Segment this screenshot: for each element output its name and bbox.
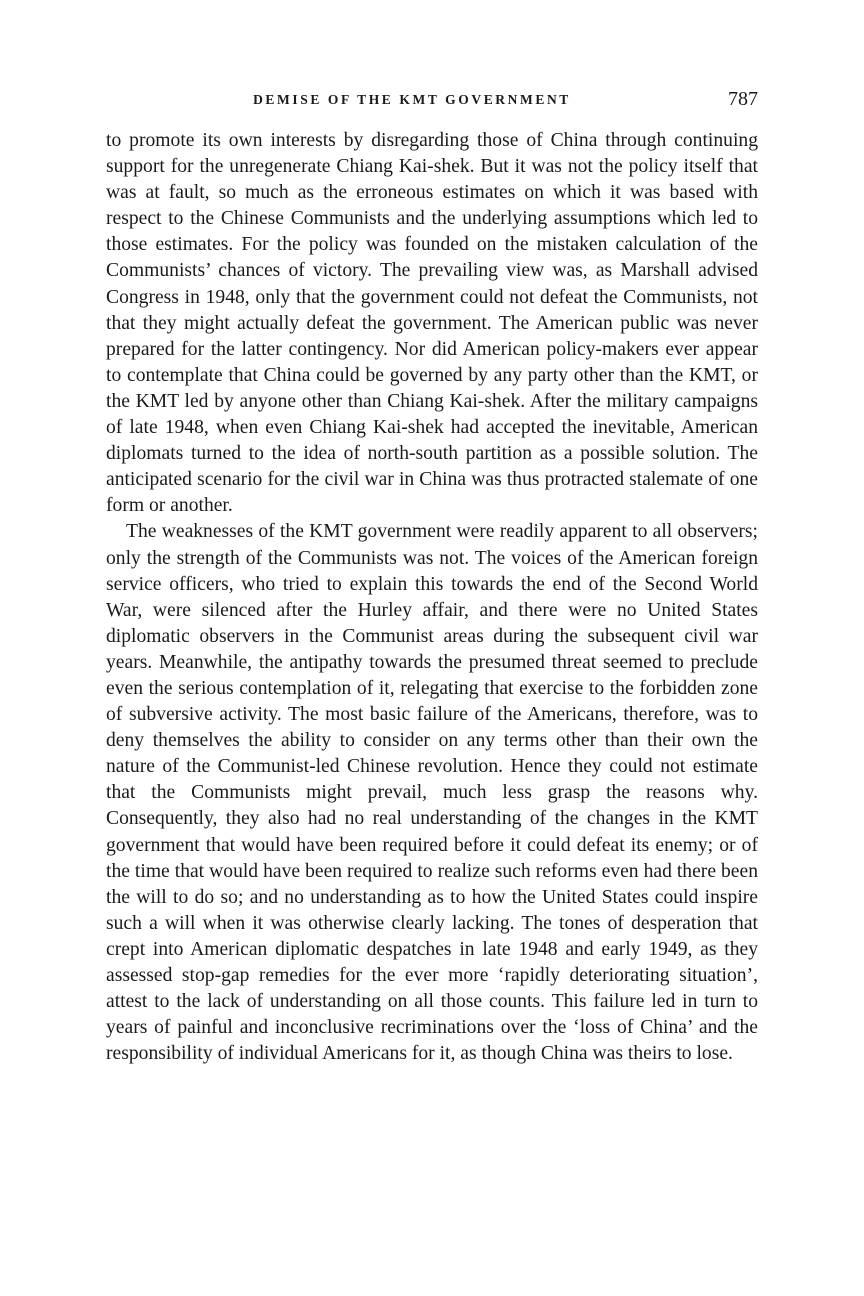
book-page: [106, 88, 758, 1067]
running-title: DEMISE OF THE KMT GOVERNMENT: [253, 92, 571, 107]
paragraph-continued: to promote its own interests by disregarding those of China through continuing support for the unregenerate Chiang Kai-shek. But it was not the policy itself that was at fault, so much as the erroneous estimates on which it was based with respect to the Chinese Communists and the underlying assumptions which led to those estimates. For the policy was founded on the mistaken calculation of the Communists’ chances of victory. The prevailing view was, as Marshall advised Congress in 1948, only that the government could not defeat the Communists, not that they might actually defeat the government. The American public was never prepared for the latter contingency. Nor did American policy-makers ever appear to contemplate that China could be governed by any party other than the KMT, or the KMT led by anyone other than Chiang Kai-shek. After the military campaigns of late 1948, when even Chiang Kai-shek had accepted the inevitable, American diplomats turned to the idea of north-south partition as a possible solution. The anticipated scenario for the civil war in China was thus protracted stalemate of one form or another.: [106, 130, 758, 517]
page-number: 787: [728, 88, 758, 110]
body-text: [106, 128, 758, 1067]
paragraph: The weaknesses of the KMT government were readily apparent to all observers; only the strength of the Communists was not. The voices of the American foreign service officers, who tried to explain this towards the end of the Second World War, were silenced after the Hurley affair, and there were no United States diplomatic observers in the Communist areas during the subsequent civil war years. Meanwhile, the antipathy towards the presumed threat seemed to preclude even the serious contemplation of it, relegating that exercise to the forbidden zone of subversive activity. The most basic failure of the Americans, therefore, was to deny themselves the ability to consider on any terms other than their own the nature of the Communist-led Chinese revolution. Hence they could not estimate that the Communists might prevail, much less grasp the reasons why. Consequently, they also had no real understanding of the changes in the KMT government that would have been required before it could defeat its enemy; or of the time that would have been required to realize such reforms even had there been the will to do so; and no understanding as to how the United States could inspire such a will when it was otherwise clearly lacking. The tones of desperation that crept into American diplomatic despatches in late 1948 and early 1949, as they assessed stop-gap remedies for the ever more ‘rapidly deteriorating situation’, attest to the lack of understanding on all those counts. This failure led in turn to years of painful and inconclusive recriminations over the ‘loss of China’ and the responsibility of individual Americans for it, as though China was theirs to lose.: [106, 521, 758, 1065]
running-head: [106, 88, 758, 118]
